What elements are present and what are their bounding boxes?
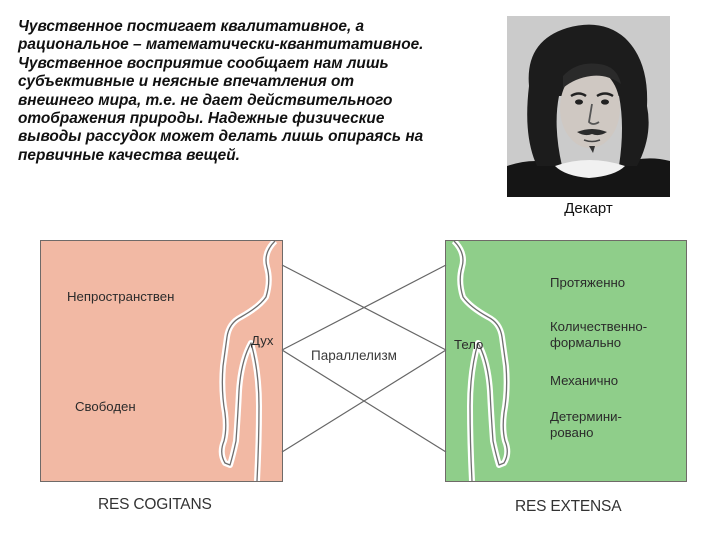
quote-line: рациональное – математически-квантитативное. (18, 36, 424, 54)
portrait-caption: Декарт (564, 200, 613, 217)
label-non-spatial: Непространствен (67, 289, 175, 304)
quote-line: внешнего мира, т.е. не дает действительного (18, 91, 393, 109)
quote-line: первичные качества вещей. (18, 146, 240, 164)
caption-res-extensa: RES EXTENSA (515, 498, 622, 515)
label-spirit: Дух (251, 333, 274, 348)
label-quantitative-line: формально (550, 335, 622, 350)
label-free: Свободен (75, 399, 136, 414)
label-determined-line: Детермини- (550, 409, 622, 424)
quote-line: субъективные и неясные впечатления от (18, 73, 355, 91)
quote-line: выводы рассудок может делать лишь опираясь на (18, 128, 424, 146)
label-parallelism: Параллелизм (311, 348, 397, 363)
label-body: Тело (454, 337, 484, 352)
quote-line: Чувственное восприятие сообщает нам лишь (18, 54, 389, 72)
label-quantitative-line: Количественно- (550, 319, 648, 334)
label-extended: Протяженно (550, 275, 626, 290)
quote-line: Чувственное постигает квалитативное, а (18, 18, 365, 35)
quote-line: отображения природы. Надежные физические (18, 110, 385, 128)
label-mechanical: Механично (550, 373, 619, 388)
caption-res-cogitans: RES COGITANS (98, 496, 212, 513)
label-determined-line: ровано (550, 425, 594, 440)
